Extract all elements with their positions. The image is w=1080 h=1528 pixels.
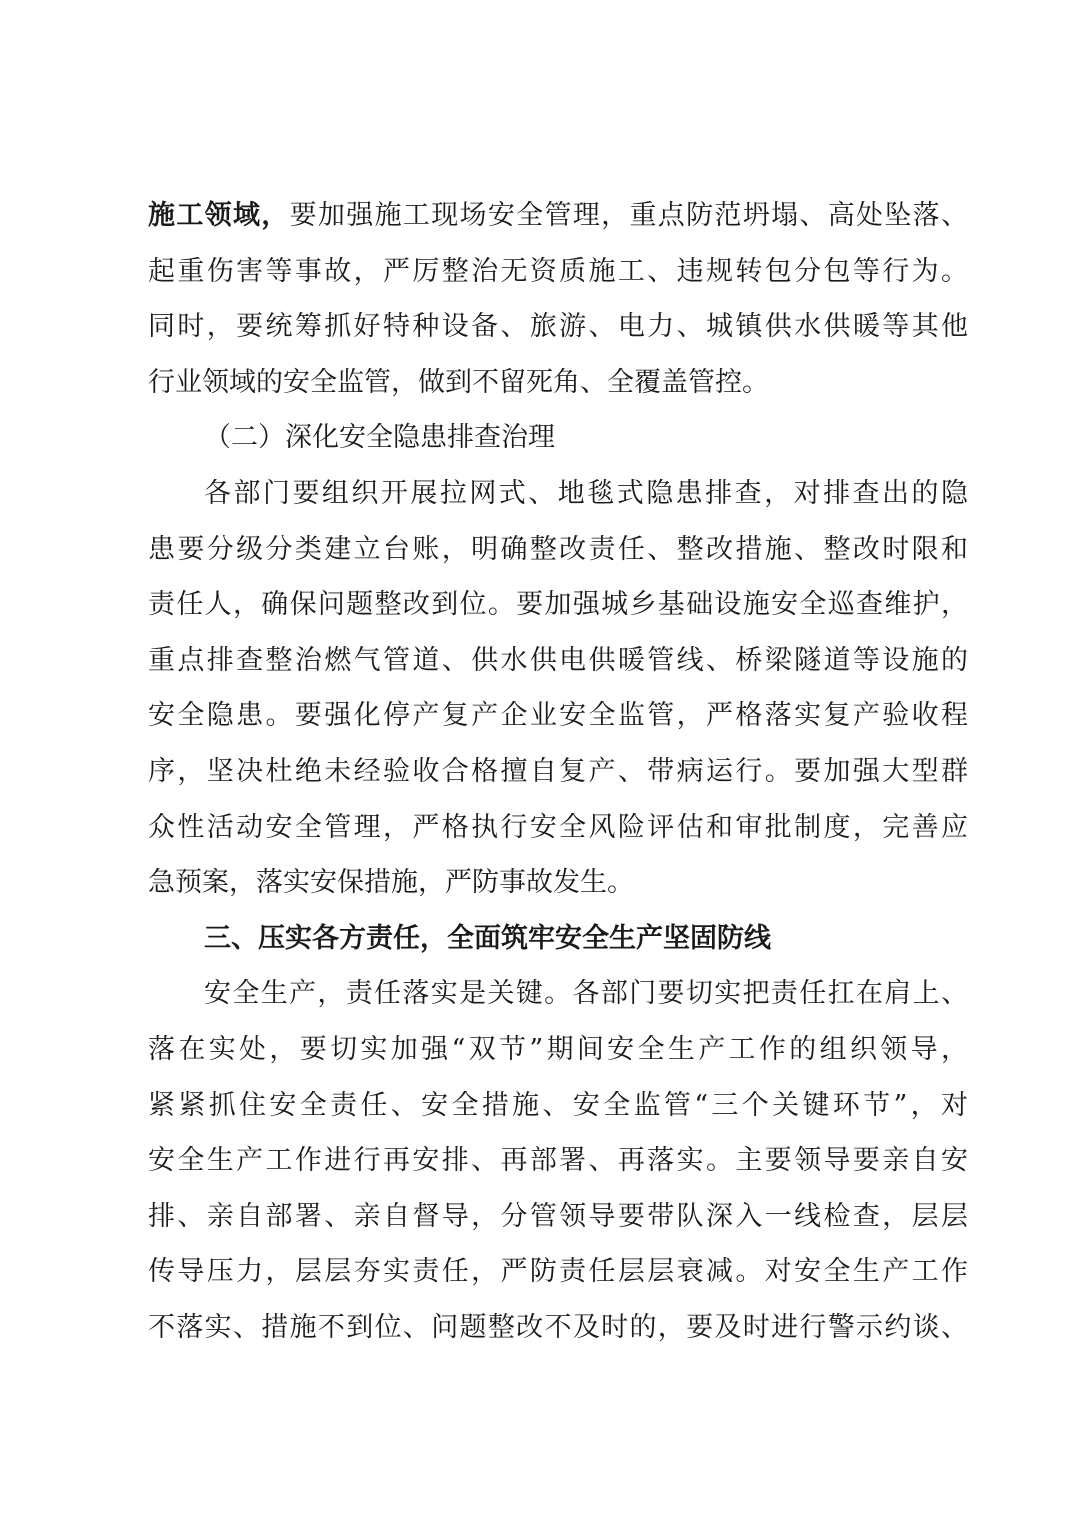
paragraph-2-line-3: 责任人，确保问题整改到位。要加强城乡基础设施安全巡查维护，	[148, 589, 968, 621]
paragraph-1-line-1	[148, 188, 968, 244]
paragraph-3-line-3: 紧紧抓住安全责任、安全措施、安全监管“三个关键环节”，对	[148, 1089, 968, 1121]
paragraph-2-line-7: 众性活动安全管理，严格执行安全风险评估和审批制度，完善应	[148, 811, 968, 843]
paragraph-3-line-4: 安全生产工作进行再安排、再部署、再落实。主要领导要亲自安	[148, 1145, 968, 1177]
paragraph-2-line-6: 序，坚决杜绝未经验收合格擅自复产、带病运行。要加强大型群	[148, 755, 968, 787]
paragraph-3-line-6: 传导压力，层层夯实责任，严防责任层层衰减。对安全生产工作	[148, 1256, 968, 1288]
document-page	[148, 188, 968, 1355]
paragraph-3-line-1: 安全生产，责任落实是关键。各部门要切实把责任扛在肩上、	[204, 978, 968, 1010]
paragraph-1-line-4: 行业领域的安全监管，做到不留死角、全覆盖管控。	[148, 366, 769, 398]
paragraph-2-line-8: 急预案，落实安保措施，严防事故发生。	[148, 867, 634, 899]
paragraph-3-line-5: 排、亲自部署、亲自督导，分管领导要带队深入一线检查，层层	[148, 1200, 968, 1232]
paragraph-1-line-1-text: 要加强施工现场安全管理，重点防范坍塌、高处坠落、	[289, 200, 968, 231]
paragraph-2-line-5: 安全隐患。要强化停产复产企业安全监管，严格落实复产验收程	[148, 700, 968, 732]
paragraph-3-line-7: 不落实、措施不到位、问题整改不及时的，要及时进行警示约谈、	[148, 1311, 968, 1343]
paragraph-2-line-4: 重点排查整治燃气管道、供水供电供暖管线、桥梁隧道等设施的	[148, 644, 968, 676]
paragraph-3-line-2: 落在实处，要切实加强“双节”期间安全生产工作的组织领导，	[148, 1033, 968, 1065]
paragraph-1-lead-bold: 施工领域，	[148, 200, 290, 231]
paragraph-2-line-1: 各部门要组织开展拉网式、地毯式隐患排查，对排查出的隐	[204, 477, 968, 509]
paragraph-1-line-3: 同时，要统筹抓好特种设备、旅游、电力、城镇供水供暖等其他	[148, 311, 968, 343]
paragraph-2-line-2: 患要分级分类建立台账，明确整改责任、整改措施、整改时限和	[148, 533, 968, 565]
paragraph-1-line-2: 起重伤害等事故，严厉整治无资质施工、违规转包分包等行为。	[148, 255, 968, 287]
section-3-title: 三、压实各方责任，全面筑牢安全生产坚固防线	[204, 922, 771, 954]
section-2-1-title: （二）深化安全隐患排查治理	[204, 422, 555, 454]
